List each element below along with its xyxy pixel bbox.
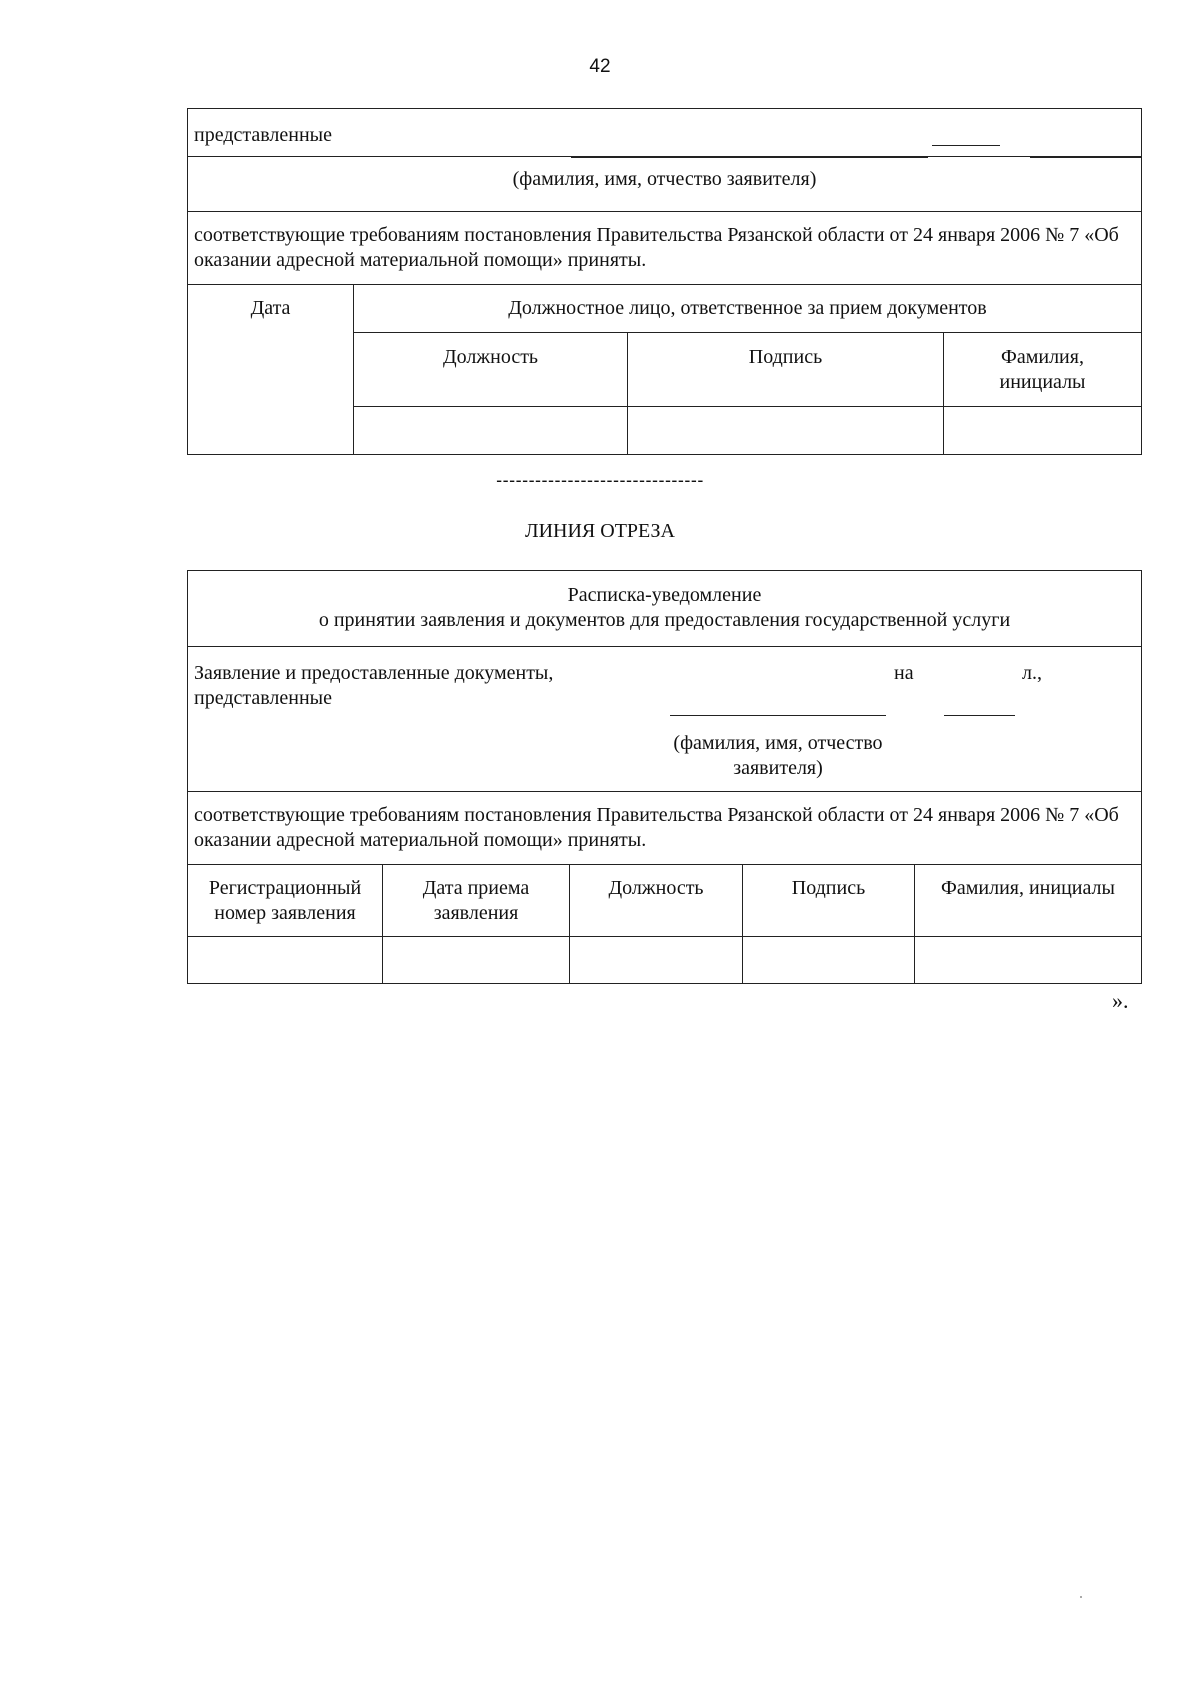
receipt-title-line2: о принятии заявления и документов для предоставления государственной услуги [318,609,1011,631]
signature-header: Подпись [628,333,944,407]
cut-dashes: -------------------------------- [496,470,704,490]
col-name-initials: Фамилия, инициалы [915,865,1142,937]
receipt-title [188,571,1142,647]
receipt-table [187,570,1142,984]
receipt-docs-line1: Заявление и предоставленные документы, [194,662,554,684]
page-number: 42 [589,56,611,77]
name-header: Фамилия, инициалы [944,333,1142,407]
signature-cell [743,937,915,984]
closing-quote: ». [1112,988,1129,1013]
receipt-title-line1: Расписка-уведомление [567,584,762,606]
blank-underline-short [932,145,1000,146]
registration-number-cell [188,937,383,984]
receipt-docs-row [188,647,1142,792]
name-initials-cell [915,937,1142,984]
date-header: Дата [188,285,354,455]
col-position: Должность [570,865,743,937]
receipt-date-cell [383,937,570,984]
blank-underline-right [1030,157,1141,158]
col-registration-number: Регистрационный номер заявления [188,865,383,937]
receipt-compliance-text: соответствующие требованиям постановления Правительства Рязанской области от 24 января 2006 № 7 «Об оказании адресной материальной помощи» приняты. [188,792,1142,865]
sheets-label: л., [1022,662,1042,684]
col-signature: Подпись [743,865,915,937]
receipt-caption-line1: (фамилия, имя, отчество [673,732,883,754]
compliance-text: соответствующие требованиям постановления Правительства Рязанской области от 24 января 2006 № 7 «Об оказании адресной материальной помощи» приняты. [188,212,1142,285]
applicant-name-underline [670,715,886,716]
represented-label: представленные [194,124,332,146]
position-header: Должность [354,333,628,407]
receipt-docs-line2: представленные [194,687,332,709]
applicant-caption: (фамилия, имя, отчество заявителя) [188,157,1142,212]
receipt-caption-line2: заявителя) [733,757,823,779]
name-cell [944,407,1142,455]
sheets-count-underline [944,715,1015,716]
applicant-name-underline [571,157,928,158]
official-header: Должностное лицо, ответственное за прием документов [354,285,1142,333]
cut-line-label: ЛИНИЯ ОТРЕЗА [525,520,675,542]
signature-cell [628,407,944,455]
position-cell [570,937,743,984]
scan-speck [1080,1596,1082,1598]
documents-accepted-table [187,108,1142,455]
on-label: на [894,662,914,684]
receipt-applicant-caption [618,731,938,781]
col-receipt-date: Дата приема заявления [383,865,570,937]
position-cell [354,407,628,455]
represented-row [188,109,1142,157]
